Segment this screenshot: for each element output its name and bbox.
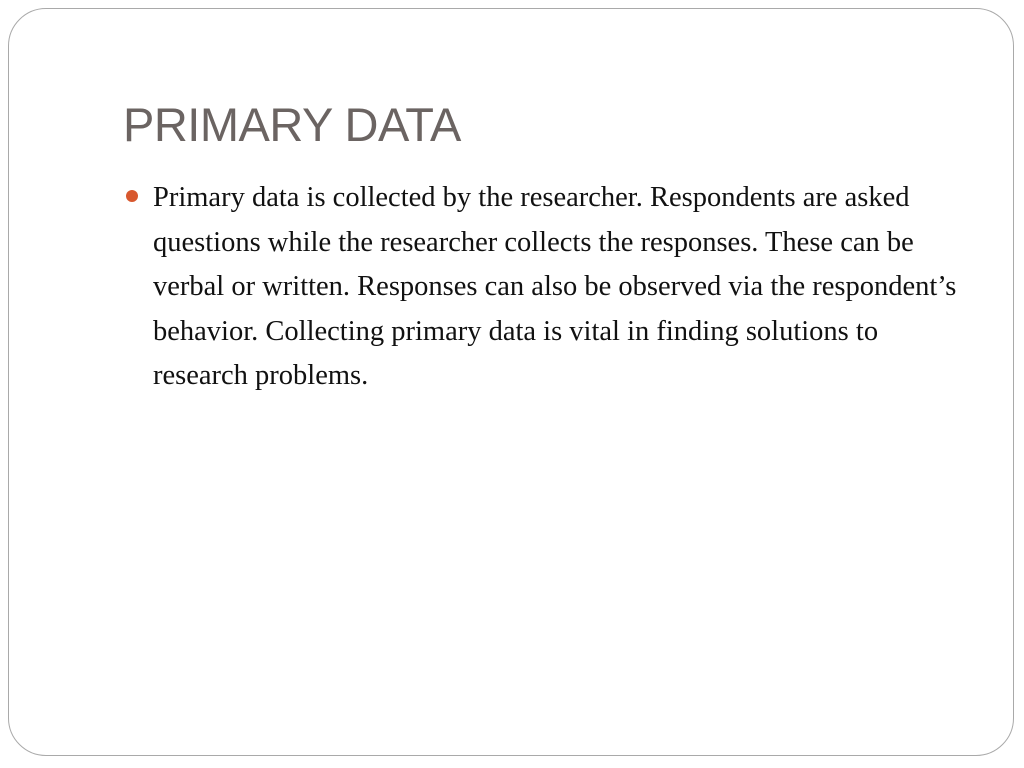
bullet-item <box>123 176 963 399</box>
slide-frame <box>8 8 1014 756</box>
bullet-text: Primary data is collected by the researcher. Respondents are asked questions while the researcher collects the responses. These can be verbal or written. Responses can also be observed via the respondent’s behavior. Collecting primary data is vital in finding solutions to research problems. <box>153 182 957 391</box>
bullet-list <box>123 176 963 399</box>
slide-title: PRIMARY DATA <box>123 98 461 151</box>
bullet-dot-icon <box>126 190 138 202</box>
